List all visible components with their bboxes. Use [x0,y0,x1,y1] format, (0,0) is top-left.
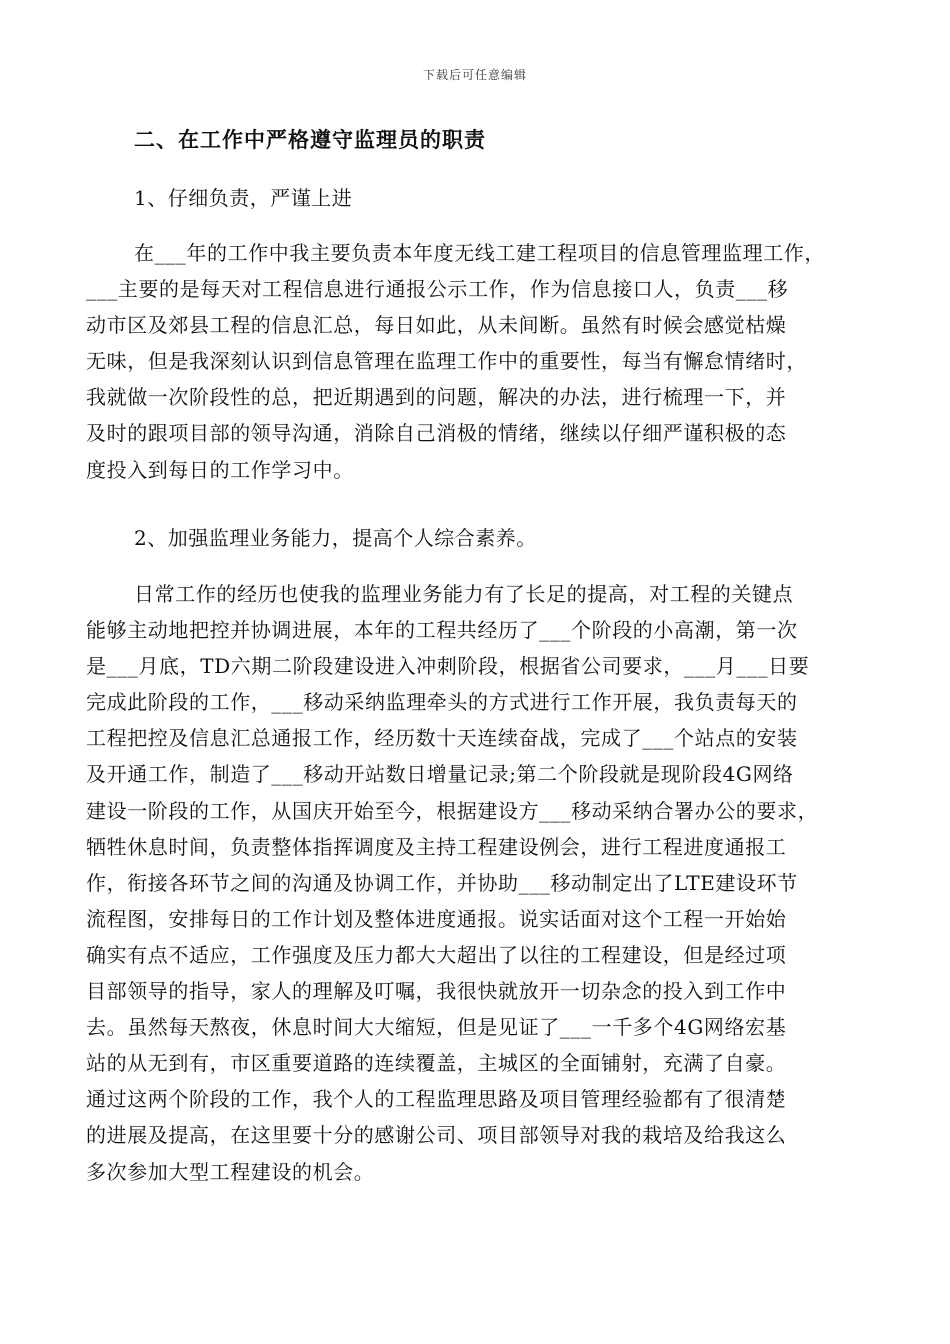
section-heading: 二、在工作中严格遵守监理员的职责 [134,127,486,152]
paragraph-line: 度投入到每日的工作学习中。 [86,457,354,482]
paragraph-line: 能够主动地把控并协调进展，本年的工程共经历了___个阶段的小高潮，第一次 [86,618,798,643]
paragraph-line: 是___月底，TD六期二阶段建设进入冲刺阶段，根据省公司要求，___月___日要 [86,654,810,679]
item1-title: 1、仔细负责，严谨上进 [134,186,353,210]
header-note: 下载后可任意编辑 [422,68,527,82]
paragraph-line: 牺牲休息时间，负责整体指挥调度及主持工程建设例会，进行工程进度通报工 [86,834,787,859]
paragraph-1 [86,235,876,488]
paragraph-2 [86,576,876,1190]
paragraph-line: 及时的跟项目部的领导沟通，消除自己消极的情绪，继续以仔细严谨积极的态 [86,421,787,446]
paragraph-line: 确实有点不适应，工作强度及压力都大大超出了以往的工程建设，但是经过项 [86,942,787,967]
item2-title: 2、加强监理业务能力，提高个人综合素养。 [134,526,537,550]
paragraph-line: 流程图，安排每日的工作计划及整体进度通报。说实话面对这个工程一开始始 [86,906,787,931]
paragraph-line: 站的从无到有，市区重要道路的连续覆盖，主城区的全面铺射，充满了自豪。 [86,1051,787,1076]
paragraph-line: 工程把控及信息汇总通报工作，经历数十天连续奋战，完成了___个站点的安装 [86,726,798,751]
paragraph-line: 日常工作的经历也使我的监理业务能力有了长足的提高，对工程的关键点 [134,582,794,606]
paragraph-line: 建设一阶段的工作，从国庆开始至今，根据建设方___移动采纳合署办公的要求， [86,798,819,823]
paragraph-line: 在___年的工作中我主要负责本年度无线工建工程项目的信息管理监理工作， [134,241,825,265]
paragraph-line: 多次参加大型工程建设的机会。 [86,1159,375,1184]
paragraph-line: 及开通工作，制造了___移动开站数日增量记录;第二个阶段就是现阶段4G网络 [86,762,794,787]
paragraph-line: 作，衔接各环节之间的沟通及协调工作，并协助___移动制定出了LTE建设环节 [86,870,798,895]
paragraph-line: 目部领导的指导，家人的理解及叮嘱，我很快就放开一切杂念的投入到工作中 [86,979,787,1004]
paragraph-line: 完成此阶段的工作，___移动采纳监理牵头的方式进行工作开展，我负责每天的 [86,690,798,715]
paragraph-line: 的进展及提高，在这里要十分的感谢公司、项目部领导对我的栽培及给我这么 [86,1123,787,1148]
paragraph-line: ___主要的是每天对工程信息进行通报公示工作，作为信息接口人，负责___移 [86,277,789,302]
paragraph-line: 通过这两个阶段的工作，我个人的工程监理思路及项目管理经验都有了很清楚 [86,1087,787,1112]
paragraph-line: 我就做一次阶段性的总，把近期遇到的问题，解决的办法，进行梳理一下，并 [86,385,787,410]
paragraph-line: 动市区及郊县工程的信息汇总，每日如此，从未间断。虽然有时候会感觉枯燥 [86,313,787,338]
paragraph-line: 无味，但是我深刻认识到信息管理在监理工作中的重要性，每当有懈怠情绪时， [86,349,807,374]
paragraph-line: 去。虽然每天熬夜，休息时间大大缩短，但是见证了___一千多个4G网络宏基 [86,1015,787,1040]
